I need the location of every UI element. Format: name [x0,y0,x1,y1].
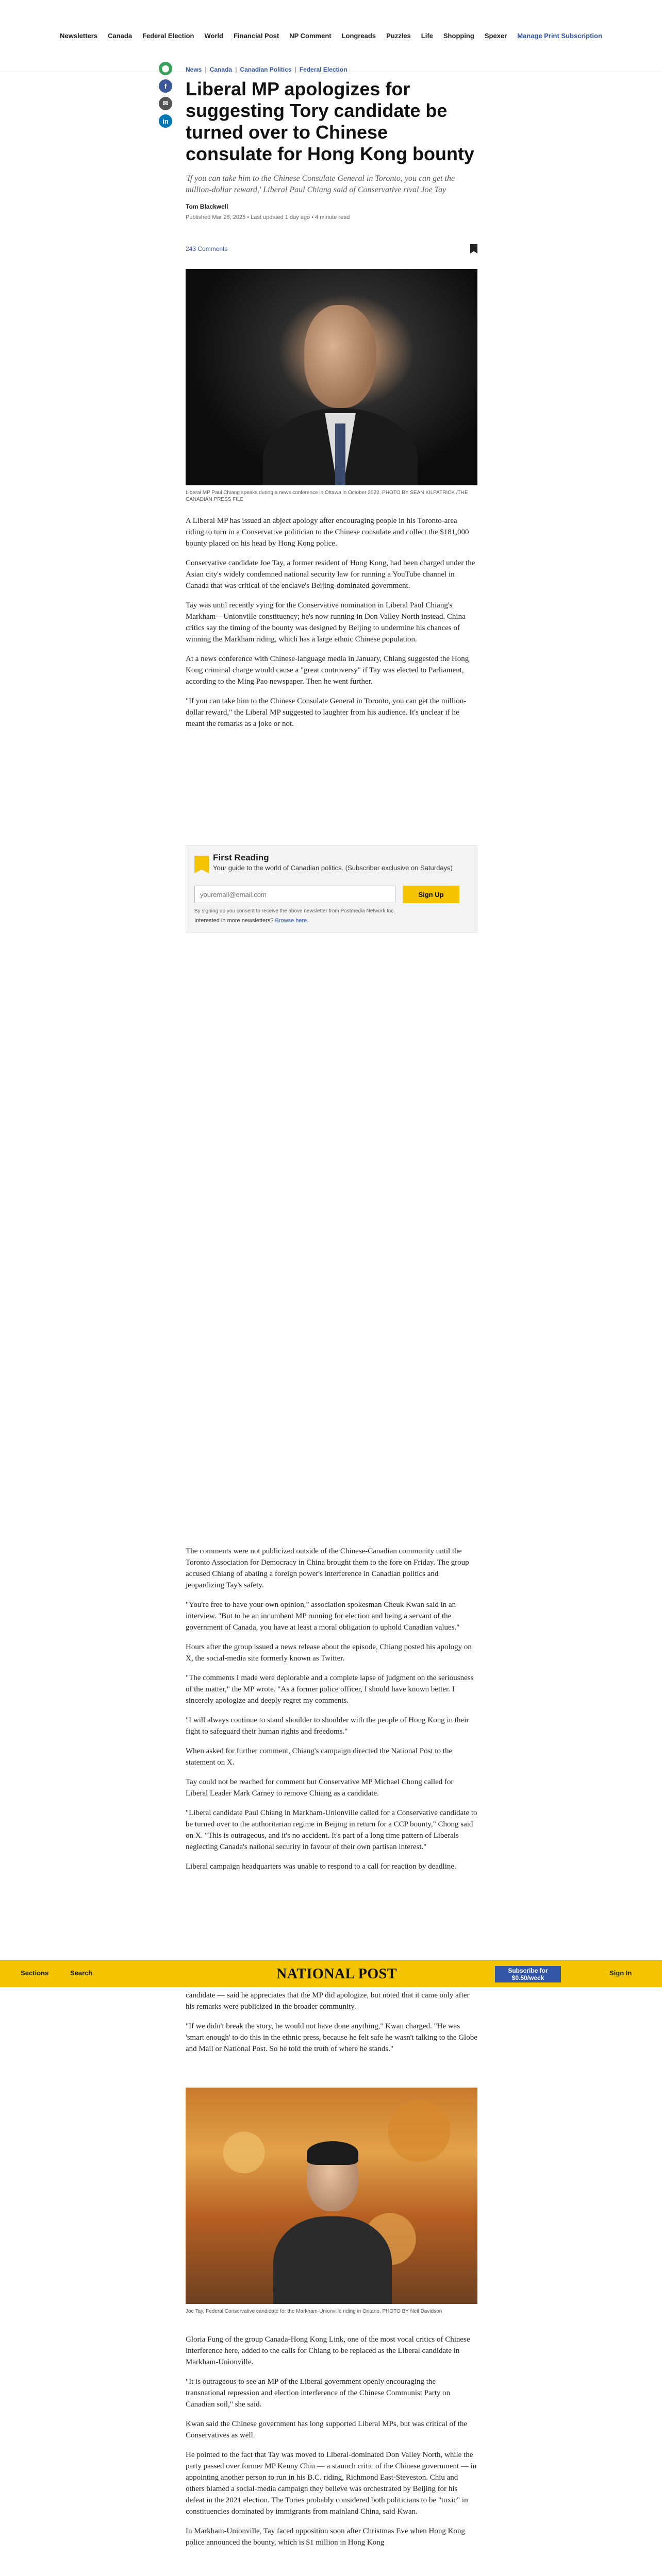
newsletter-consent-text: By signing up you consent to receive the above newsletter from Postmedia Network Inc. [194,908,395,914]
person-coat [273,2216,392,2304]
search-button[interactable]: Search [70,1969,93,1977]
breadcrumb-separator: | [235,66,237,73]
photo-person [289,2144,376,2304]
hero-caption: Liberal MP Paul Chiang speaks during a news conference in Ottawa in October 2022. PHOTO BY SEAN KILPATRICK /THE CANADIAN PRESS FILE [186,490,468,502]
paragraph: In Markham-Unionville, Tay faced opposition soon after Christmas Eve when Hong Kong police announced the bounty, which is $1 million in Hong Kong [186,2527,465,2547]
paragraph: Hours after the group issued a news release about the episode, Chiang posted his apology on X, the social-media site formerly known as Twitter. [186,1643,472,1663]
comments-bar [186,244,477,253]
nav-item-canada[interactable]: Canada [108,32,133,40]
paragraph: Gloria Fung of the group Canada-Hong Kong Link, one of the most vocal critics of Chinese interference here, added to the calls for Chiang to be replaced as the Liberal candidate in Markham-Unionville. [186,2335,470,2366]
linkedin-share-icon[interactable]: in [159,114,172,128]
article-body-section-2 [186,1546,477,1880]
hero-image [186,269,477,485]
paragraph: Liberal campaign headquarters was unable to respond to a call for reaction by deadline. [186,1862,456,1871]
paragraph: Kwan said the Chinese government has long supported Liberal MPs, but was critical of the Conservatives as well. [186,2420,468,2439]
paragraph: candidate — said he appreciates that the MP did apologize, but noted that it came only after his remarks were publicized in the broader community. [186,1991,470,2011]
newsletter-more [194,918,308,924]
share-rail [159,62,172,128]
paragraph: "I will always continue to stand shoulder to shoulder with the people of Hong Kong in their fight to safeguard their human rights and freedoms." [186,1716,469,1736]
national-post-bar [0,1960,662,1987]
article-dateline: Published Mar 28, 2025 • Last updated 1 day ago • 4 minute read [186,214,350,221]
nav-item-life[interactable]: Life [421,32,433,40]
paragraph: A Liberal MP has issued an abject apology after encouraging people in his Toronto-area riding to turn in a Conservative politician to the Chinese consulate and collect the $181,000 bounty placed on his head by Hong Kong police. [186,517,469,548]
breadcrumb-canada[interactable]: Canada [209,66,233,73]
sign-in-link[interactable]: Sign In [609,1969,632,1977]
newsletter-description: Your guide to the world of Canadian politics. (Subscriber exclusive on Saturdays) [213,864,453,872]
subscribe-button[interactable]: Subscribe for $0.50/week [495,1966,561,1982]
newsletter-title: First Reading [213,853,269,862]
paragraph: When asked for further comment, Chiang's campaign directed the National Post to the statement on X. [186,1747,453,1767]
browse-newsletters-link[interactable]: Browse here. [275,918,309,924]
hero-figure-tie [335,423,345,485]
article-headline: Liberal MP apologizes for suggesting Tory candidate be turned over to Chinese consulate for Hong Kong bounty [186,78,474,164]
paragraph: "The comments I made were deplorable and a complete lapse of judgment on the seriousness of the matter," the MP wrote. "As a former police officer, I should have known better. I sincerely apologize and deeply regret my comments. [186,1674,474,1705]
person-hair [307,2141,358,2165]
newsletter-signup-button[interactable]: Sign Up [403,886,459,903]
newsletter-more-text: Interested in more newsletters? [194,918,274,924]
newsletter-email-input[interactable] [194,886,395,903]
nav-item-financial-post[interactable]: Financial Post [234,32,279,40]
nav-item-np-comment[interactable]: NP Comment [289,32,332,40]
paragraph: Tay was until recently vying for the Conservative nomination in Liberal Paul Chiang's Markham—Unionville constituency; he's now running in Don Valley North instead. China critics say the timing of the bounty was designed by Beijing to undermine his chances of winning the Markham riding, which has a large ethnic Chinese population. [186,601,466,643]
breadcrumb-canadian-politics[interactable]: Canadian Politics [240,66,292,73]
photo2-caption: Joe Tay, Federal Conservative candidate for the Markham-Unionville riding in Ontario. PHOTO BY Neil Davidson [186,2309,442,2314]
email-share-icon[interactable]: ✉ [159,97,172,110]
top-navigation [0,0,662,72]
paragraph: Tay could not be reached for comment but Conservative MP Michael Chong called for Liberal Leader Mark Carney to remove Chiang as a candidate. [186,1778,454,1798]
paragraph: "If we didn't break the story, he would not have done anything," Kwan charged. "He was 'smart enough' to do this in the ethnic press, because he felt safe he wasn't talking to the Globe and Mail or National Post. So he told the truth of where he stands." [186,2022,477,2053]
breadcrumb-news[interactable]: News [186,66,202,73]
paragraph: The comments were not publicized outside of the Chinese-Canadian community until the Toronto Association for Democracy in China brought them to the fore on Friday. The group accused Chiang of abating a foreign power's interference in Canadian politics and jeopardizing Tay's safety. [186,1547,469,1589]
whatsapp-share-icon[interactable]: ⬤ [159,62,172,75]
article-body-section-3 [186,1990,477,2063]
article-deck: 'If you can take him to the Chinese Consulate General in Toronto, you can get the million-dollar reward,' Liberal Paul Chiang said of Conservative rival Joe Tay [186,174,455,194]
facebook-share-icon[interactable]: f [159,79,172,93]
nav-item-newsletters[interactable]: Newsletters [60,32,98,40]
comments-link[interactable]: 243 Comments [186,245,228,252]
paragraph: "You're free to have your own opinion," association spokesman Cheuk Kwan said in an interview. "But to be an incumbent MP running for election and being a servant of the government of Canada, you have at least a moral obligation to uphold Canadian values." [186,1601,460,1632]
breadcrumb-federal-election[interactable]: Federal Election [299,66,347,73]
article-body-section-4 [186,2334,477,2556]
first-reading-logo-icon [194,856,209,873]
paragraph: "Liberal candidate Paul Chiang in Markham-Unionville called for a Conservative candidate to be turned over to the authoritarian regime in Beijing in return for a CCP bounty," Chong said on X. "This is outrageous, and it's no accident. It's part of a long time pattern of Liberals neglecting Canada's national security in favour of their own partisan interest." [186,1809,477,1851]
joe-tay-photo [186,2088,477,2304]
national-post-logo[interactable]: NATIONAL POST [276,1966,397,1982]
nav-item-world[interactable]: World [204,32,224,40]
sections-menu-button[interactable]: Sections [21,1969,49,1977]
paragraph: "It is outrageous to see an MP of the Liberal government openly encouraging the transnational repression and election interference of the Chinese Communist Party on Canadian soil," she said. [186,2378,451,2409]
nav-list [0,0,662,40]
nav-item-shopping[interactable]: Shopping [443,32,474,40]
breadcrumb-separator: | [205,66,207,73]
nav-item-longreads[interactable]: Longreads [341,32,376,40]
nav-item-puzzles[interactable]: Puzzles [386,32,411,40]
paragraph: Conservative candidate Joe Tay, a former resident of Hong Kong, had been charged under the Asian city's widely condemned national security law for running a YouTube channel in Canada that was critical of the enclave's Beijing-dominated government. [186,559,475,590]
nav-item-manage-print-subscription[interactable]: Manage Print Subscription [517,32,602,40]
hero-figure-head [304,305,376,408]
author-byline[interactable]: Tom Blackwell [186,203,228,210]
paragraph: He pointed to the fact that Tay was moved to Liberal-dominated Don Valley North, while the party passed over former MP Kenny Chiu — a staunch critic of the Chinese government — in appointing another person to run in his B.C. riding, Richmond East-Steveston. Chiu and others blamed a social-media campaign they believe was orchestrated by Beijing for his defeat in the 2021 election. The Tories probably considered both politicians to be "toxic" in constituencies dominated by immigrants from mainland China, said Kwan. [186,2451,477,2516]
bookmark-icon[interactable] [470,244,477,253]
breadcrumb [186,66,347,73]
paragraph: "If you can take him to the Chinese Consulate General in Toronto, you can get the million-dollar reward," the Liberal MP suggested to laughter from his audience. It's unclear if he meant the remarks as a joke or not. [186,697,467,728]
newsletter-signup-box [186,845,477,933]
article-body-section-1 [186,515,477,738]
paragraph: At a news conference with Chinese-language media in January, Chiang suggested the Hong Kong criminal charge would cause a "great controversy" if Tay was elected to Parliament, according to the Ming Pao newspaper. Then he went further. [186,655,469,686]
nav-item-federal-election[interactable]: Federal Election [142,32,194,40]
nav-item-spexer[interactable]: Spexer [484,32,507,40]
breadcrumb-separator: | [294,66,296,73]
